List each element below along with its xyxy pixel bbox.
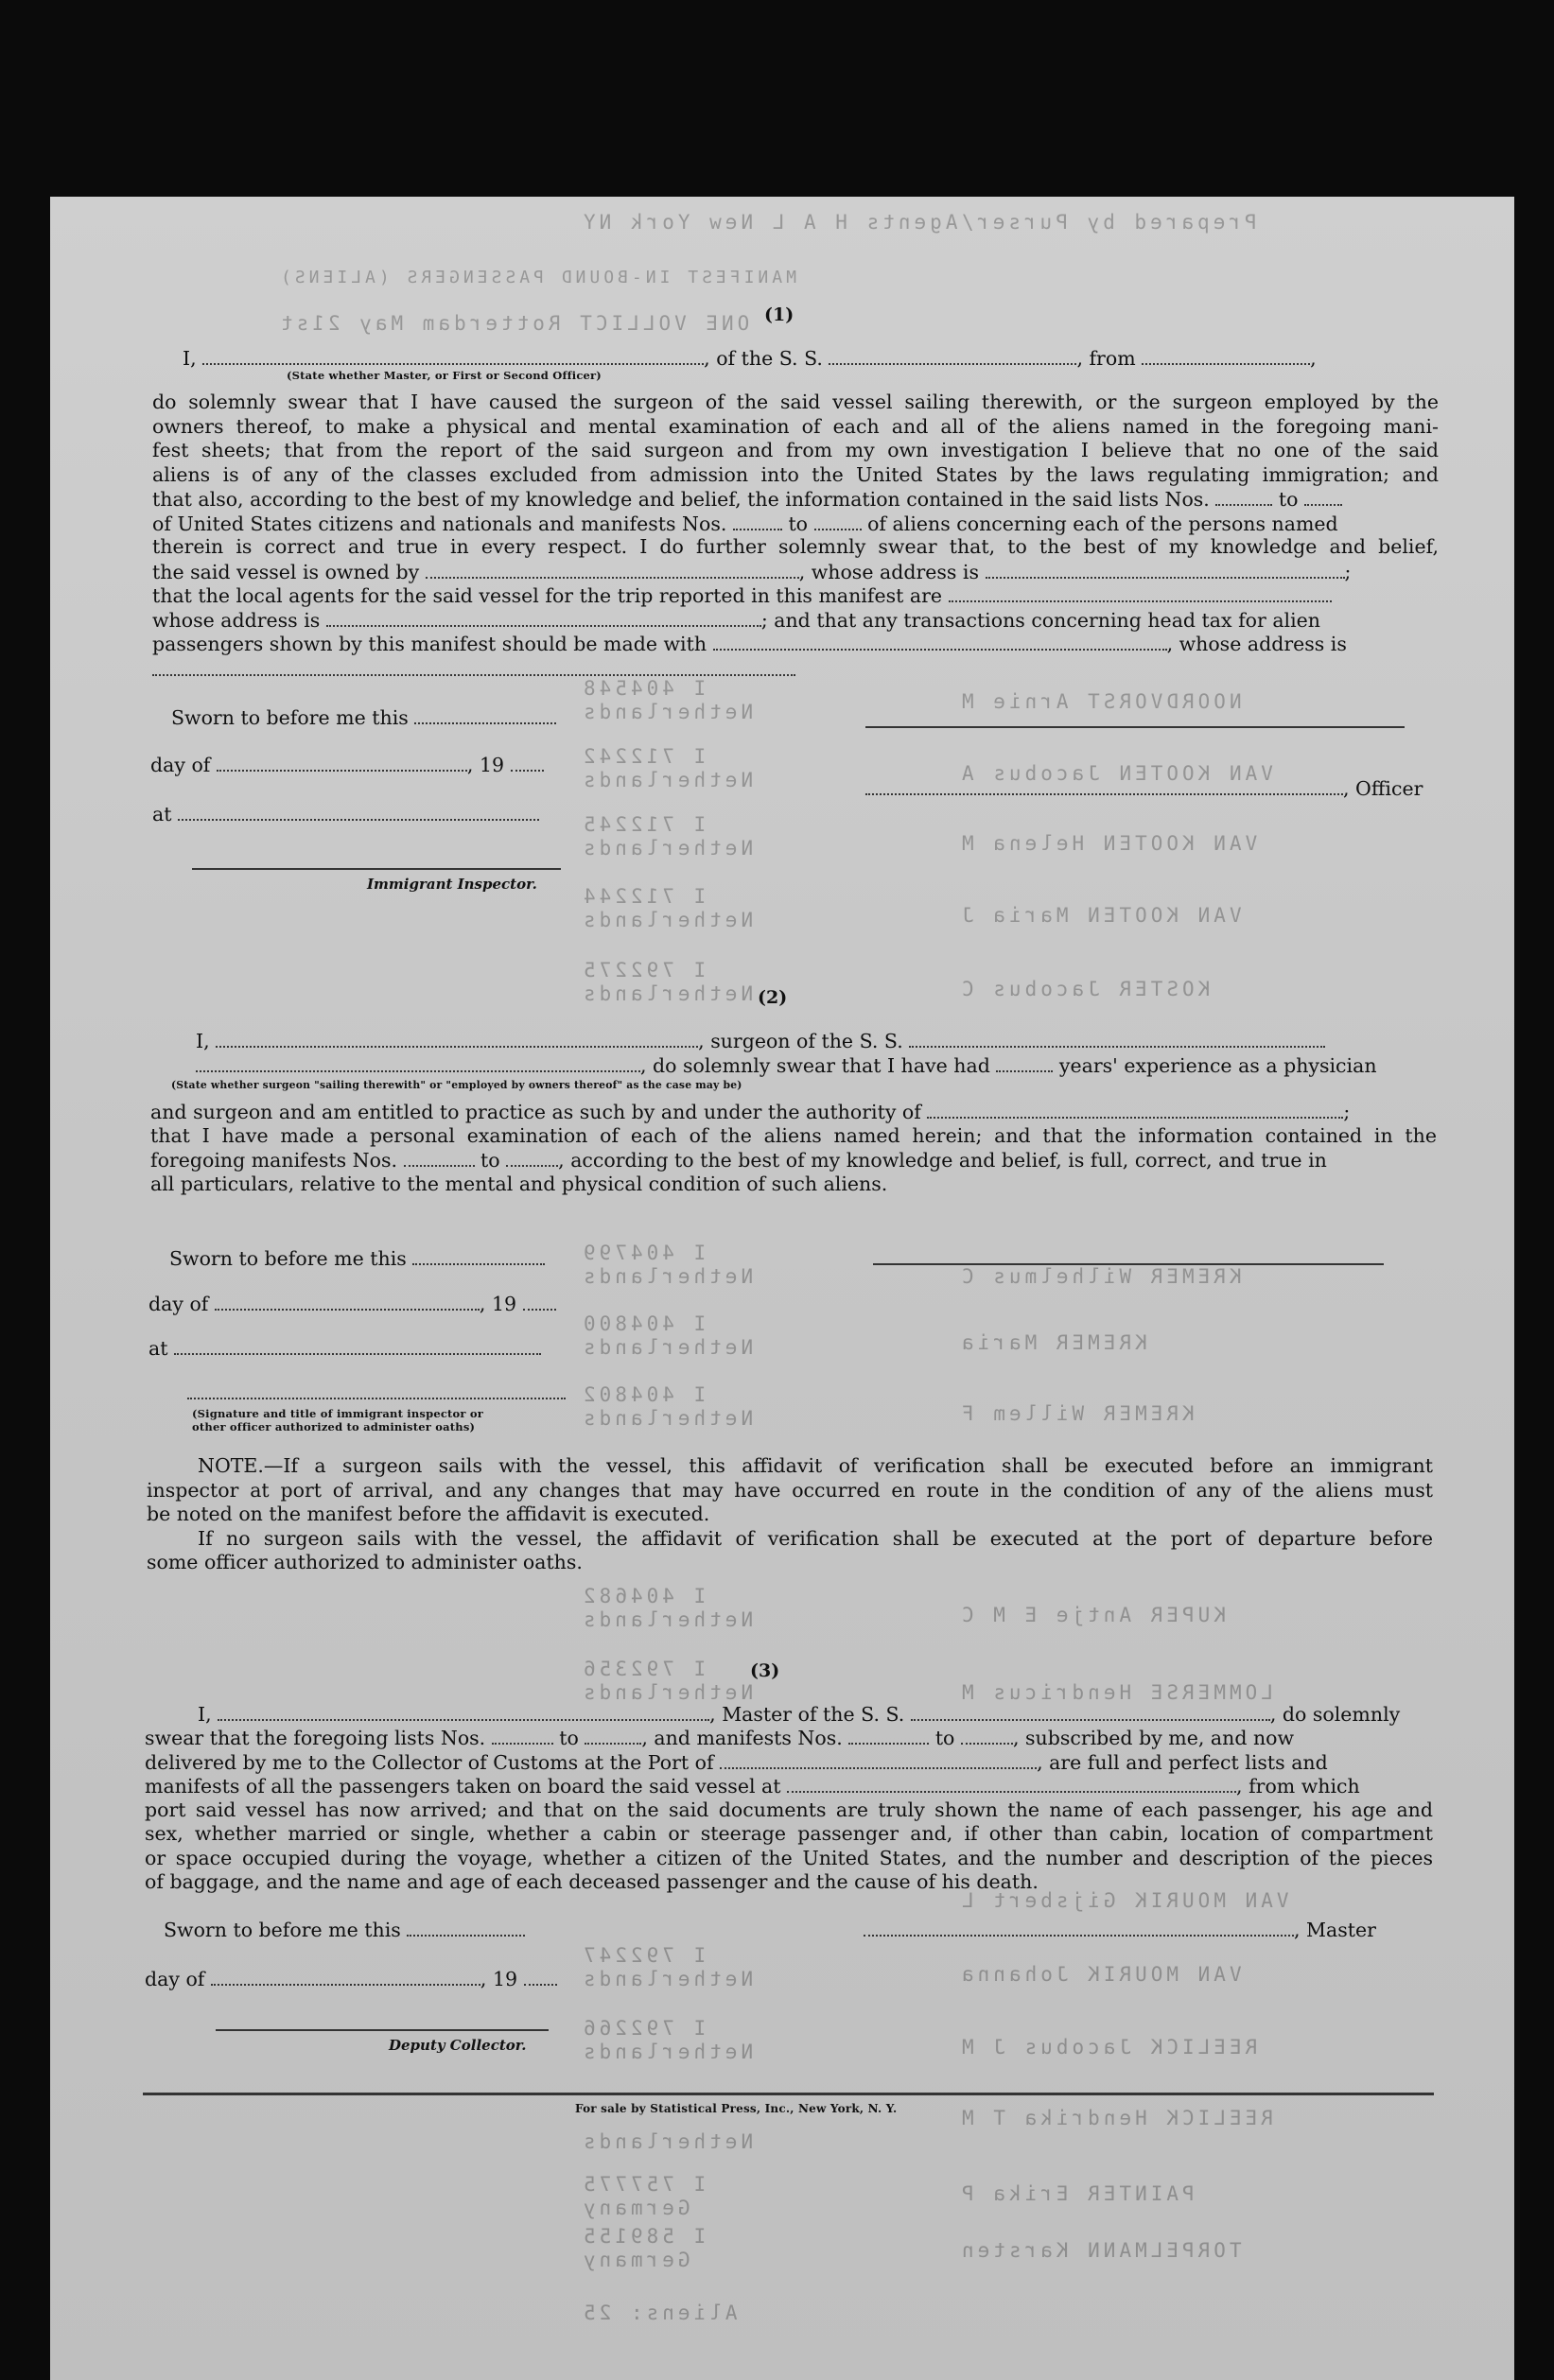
blank [217,753,467,772]
blank [506,1148,558,1167]
s3-year: , 19 [480,1968,518,1990]
bleed-text: KREMER Willem F [958,1402,1195,1425]
bleed-text: VAN MOURIK Johanna [958,1963,1242,1986]
bleed-text: KOSTER Jacobus C [958,978,1211,1000]
s3-line-master [198,1702,1400,1728]
s2-signature-note: other officer authorized to administer oaths) [192,1420,476,1433]
blank [733,512,782,530]
blank [524,1967,557,1986]
s1-line-head-tax [152,632,1347,657]
s3-manifests-text: , and manifests Nos. [641,1727,843,1749]
bleed-text: Germany [580,2249,690,2271]
s2-at [148,1336,541,1362]
s3-port-blank [720,1750,1037,1769]
bleed-text: Netherlands [580,2130,754,2153]
s1-officer-text: , Officer [1343,777,1423,800]
blank [1215,487,1272,506]
bleed-text: I 404799 [580,1242,707,1264]
s3-collector-signature-line [216,2029,549,2031]
s1-day-of [150,753,544,778]
s3-line-boarded [145,1774,1360,1799]
s1-line-officer [183,346,1317,372]
note-line: some officer authorized to administer oaths. [147,1551,583,1573]
s2-line: all particulars, relative to the mental and physical condition of such aliens. [150,1173,888,1195]
s1-sworn-text: Sworn to before me this [171,706,409,729]
s1-line: owners thereof, to make a physical and mental examination of each and all of the aliens named in the foregoing mani- [152,415,1439,438]
s1-year: , 19 [466,754,505,776]
s1-to: to [1278,488,1299,511]
bleed-text: VAN KOOTEN Jacobus A [958,762,1273,785]
s3-lists-text: swear that the foregoing lists Nos. [145,1727,486,1749]
bleed-text: Netherlands [580,1407,754,1430]
s1-of-ss: , of the S. S. [704,347,823,370]
s2-day-of [148,1292,556,1317]
s2-swear: , do solemnly swear that I have had [640,1054,990,1077]
bleed-text: REELICK Hendrika T M [958,2107,1273,2129]
s2-authority-blank [927,1100,1343,1119]
bleed-text: I 712242 [580,745,707,768]
bleed-text: Aliens: 25 [580,2302,738,2324]
bleed-text: Netherlands [580,1265,754,1288]
bleed-text: Netherlands [580,1681,754,1704]
s3-i: I, [198,1703,212,1726]
bleed-text: Netherlands [580,1608,754,1631]
section-3-number: (3) [750,1660,780,1681]
bleed-text: Netherlands [580,982,754,1005]
note-line [198,1454,1433,1479]
bleed-text: TORPELMANN Karsten [958,2239,1242,2262]
blank [404,1148,475,1167]
s3-to: to [559,1727,579,1749]
bleed-text: I 589155 [580,2225,707,2248]
bleed-text: I 792247 [580,1944,707,1967]
s3-line-lists [145,1726,1294,1751]
s2-line: that I have made a personal examination of each of the aliens named herein; and that the information contained in the [150,1124,1437,1147]
s1-line: therein is correct and true in every respect. I do further solemnly swear that, to the best of my knowledge and belief, [152,535,1439,558]
bleed-text: Netherlands [580,2041,754,2063]
s1-line: fest sheets; that from the report of the said surgeon and from my own investigation I believe that no one of the said [152,439,1439,461]
s1-owner-address-blank [986,560,1345,579]
blank [585,1726,641,1745]
s1-line: do solemnly swear that I have caused the surgeon of the said vessel sailing therewith, or the surgeon employed by the [152,391,1439,413]
bleed-text: NOORDVORST Arnie M [958,690,1242,713]
s3-line: sex, whether married or single, whether a cabin or steerage passenger and, if other than cabin, location of compartment [145,1822,1433,1845]
s2-inspector-signature-line [187,1398,566,1399]
s2-line-authority [150,1100,1350,1125]
s2-signature-note: (Signature and title of immigrant inspector or [192,1407,484,1420]
printer-credit: For sale by Statistical Press, Inc., New York, N. Y. [575,2102,898,2115]
s2-at-text: at [148,1337,168,1360]
s2-surgeon-signature-line [873,1263,1384,1265]
s3-from-which: , from which [1236,1775,1360,1798]
s3-line-port [145,1750,1328,1776]
bleed-text: I 792356 [580,1658,707,1680]
blank [215,1292,480,1311]
s3-master-of: , Master of the S. S. [709,1703,905,1726]
s3-master-signature [864,1918,1376,1943]
bleed-text: I 712245 [580,813,707,836]
s3-line: or space occupied during the voyage, whether a citizen of the United States, and the number and description of the pieces [145,1847,1433,1869]
s3-master-signature-blank [864,1918,1294,1937]
s1-line: aliens is of any of the classes excluded from admission into the United States by the laws regulating immigration; and [152,463,1439,486]
s3-subscribed-text: , subscribed by me, and now [1012,1727,1295,1749]
s3-solemnly: , do solemnly [1269,1703,1401,1726]
bleed-text: I 404548 [580,677,707,700]
s2-surgeon-of: , surgeon of the S. S. [698,1030,903,1052]
s3-day-of [145,1967,557,1992]
note-line: If no surgeon sails with the vessel, the affidavit of verification shall be executed at the port of departure before [198,1527,1433,1550]
s1-owner-blank [426,560,799,579]
footer-rule [143,2093,1434,2095]
s2-years-text: years' experience as a physician [1058,1054,1377,1077]
s1-inspector-signature-line [192,868,561,870]
s1-line-manifests [152,512,1338,537]
s1-made-with: passengers shown by this manifest should be made with [152,633,707,655]
s3-line: port said vessel has now arrived; and that on the said documents are truly shown the name of each passenger, his age and [145,1798,1433,1821]
bleed-text: KREMER Maria [958,1331,1147,1354]
section-2-number: (2) [758,987,788,1008]
s2-to: to [480,1149,500,1172]
s1-whose-address: whose address is [152,609,321,632]
blank [848,1726,929,1745]
blank [523,1292,556,1311]
s1-at [152,802,539,827]
s1-head-tax-blank [713,632,1167,651]
blank [511,753,544,772]
blank [492,1726,553,1745]
s1-to: to [788,512,809,535]
s1-whose-address: , whose address is [798,561,980,583]
bleed-text: I 404800 [580,1312,707,1335]
manifest-page [50,197,1514,2380]
s1-officer-note: (State whether Master, or First or Second Officer) [287,369,602,382]
blank [414,705,556,724]
s1-aliens-text: of aliens concerning each of the persons named [867,512,1338,535]
blank [407,1918,525,1937]
s3-to: to [934,1727,955,1749]
bleed-text: Netherlands [580,769,754,791]
bleed-text: I 404682 [580,1585,707,1607]
s2-authority-text: and surgeon and am entitled to practice as such by and under the authority of [150,1101,921,1123]
bleed-text: Netherlands [580,1968,754,1990]
s2-sworn [169,1246,545,1272]
s2-years-blank [996,1053,1053,1072]
s1-line-agents [152,583,1332,609]
note-line: be noted on the manifest before the affidavit is executed. [147,1503,710,1525]
bleed-text: VAN MOURIK Gijsbert L [958,1889,1289,1912]
s2-year: , 19 [479,1293,517,1315]
bleed-text: KUPER Antje E M C [958,1604,1226,1626]
bleed-text: Prepared by Purser/Agents H A L New York NY [580,211,1257,234]
s1-vessel-blank [829,346,1076,365]
section-1-number: (1) [764,304,794,325]
s1-manifests-text: of United States citizens and nationals and manifests Nos. [152,512,727,535]
bleed-text: Netherlands [580,837,754,860]
blank [211,1967,480,1986]
s3-sworn-text: Sworn to before me this [164,1919,401,1941]
s2-semicolon: ; [1343,1101,1351,1123]
s1-i: I, [183,347,197,370]
s1-officer-blank [865,776,1343,795]
s2-vessel-blank [909,1029,1325,1048]
blank [412,1246,545,1265]
note-text: —If a surgeon sails with the vessel, this affidavit of verification shall be executed before an immigrant [263,1454,1433,1477]
bleed-text: ONE VOLLICT Rotterdam May 21st [277,312,750,335]
bleed-text: Netherlands [580,909,754,931]
s3-boarded-blank [787,1774,1236,1793]
s1-immigrant-inspector: Immigrant Inspector. [367,876,537,893]
s2-line-experience [196,1053,1377,1079]
s1-day-of-text: day of [150,754,211,776]
s3-line: of baggage, and the name and age of each deceased passenger and the cause of his death. [145,1870,1039,1893]
bleed-text: PAINTER Erika P [958,2182,1195,2205]
s2-line-manifests [150,1148,1327,1173]
bleed-text: I 757775 [580,2173,707,2196]
s3-master-blank [218,1702,709,1721]
s3-day-of-text: day of [145,1968,205,1990]
s3-sworn [164,1918,525,1943]
s1-line-agents-address [152,608,1320,634]
blank [961,1726,1013,1745]
s3-vessel-blank [911,1702,1270,1721]
s3-deputy-collector: Deputy Collector. [389,2037,527,2054]
blank [1304,487,1342,506]
s1-agents-blank [949,583,1332,602]
s1-lists-text: that also, according to the best of my knowledge and belief, the information contained in the said lists Nos. [152,488,1210,511]
s2-manifests-text: foregoing manifests Nos. [150,1149,397,1172]
s2-i: I, [196,1030,210,1052]
s1-agent-address-blank [326,608,761,627]
s1-officer-blank [202,346,704,365]
s1-line-owner [152,560,1351,585]
s3-boarded-text: manifests of all the passengers taken on board the said vessel at [145,1775,781,1798]
s1-comma: , [1310,347,1317,370]
s1-address-blank [152,674,795,676]
blank [196,1053,640,1072]
s3-master-text: , Master [1294,1919,1376,1941]
note-lead: NOTE. [198,1454,264,1477]
s1-officer-label [865,776,1423,802]
s1-from-blank [1142,346,1310,365]
note-line: inspector at port of arrival, and any changes that may have occurred en route in the condition of any of the aliens must [147,1479,1433,1502]
s2-line-surgeon [196,1029,1325,1054]
bleed-text: I 792275 [580,959,707,982]
s2-according-text: , according to the best of my knowledge and belief, is full, correct, and true in [558,1149,1327,1172]
bleed-text: Netherlands [580,701,754,723]
blank [814,512,862,530]
bleed-text: Netherlands [580,1336,754,1359]
bleed-text: Germany [580,2197,690,2219]
s1-sworn [171,705,556,731]
bleed-text: I 792266 [580,2017,707,2040]
s1-owned-by: the said vessel is owned by [152,561,420,583]
s2-surgeon-blank [216,1029,698,1048]
s1-from: , from [1076,347,1136,370]
blank [174,1336,541,1355]
bleed-text: I 712244 [580,885,707,908]
s1-agents-text: that the local agents for the said vessel for the trip reported in this manifest are [152,584,943,607]
blank [178,802,539,821]
bleed-text: VAN KOOTEN Maria J [958,904,1242,927]
s1-whose-address: , whose address is [1166,633,1347,655]
bleed-text: LOMMERSE Hendricus M [958,1681,1273,1704]
bleed-text: MANIFEST IN-BOUND PASSENGERS (ALIENS) [277,268,796,287]
bleed-text: VAN KOOTEN Helena M [958,832,1258,855]
s1-officer-signature-line [865,726,1405,728]
s2-day-of-text: day of [148,1293,209,1315]
s1-line-lists [152,487,1342,512]
s2-surgeon-note: (State whether surgeon "sailing therewith" or "employed by owners thereof" as the case may be) [171,1079,742,1091]
s3-full-lists: , are full and perfect lists and [1037,1751,1328,1774]
s3-port-text: delivered by me to the Collector of Customs at the Port of [145,1751,714,1774]
bleed-text: REELICK Jacobus J M [958,2036,1258,2059]
s1-semicolon: ; [1344,561,1352,583]
s1-at-text: at [152,803,172,825]
s2-sworn-text: Sworn to before me this [169,1247,407,1270]
s1-head-tax-text: ; and that any transactions concerning head tax for alien [760,609,1321,632]
bleed-text: I 404802 [580,1383,707,1406]
bleed-text: KREMER Wilhelmus C [958,1265,1242,1288]
